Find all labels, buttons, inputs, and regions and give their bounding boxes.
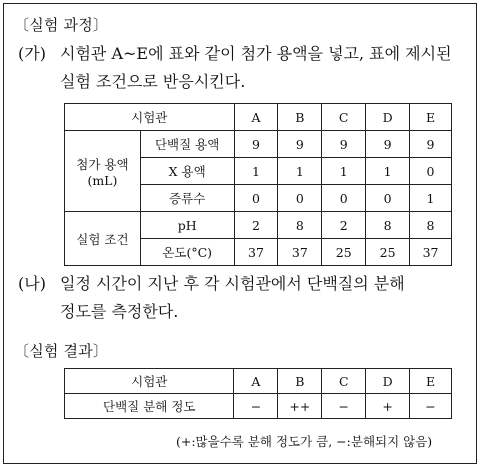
table-cell: 0 bbox=[410, 158, 452, 185]
tube-header: E bbox=[410, 369, 452, 394]
row-label: 단백질 용액 bbox=[140, 131, 234, 158]
table-row bbox=[65, 131, 452, 158]
step-a bbox=[18, 40, 468, 96]
table-cell: 0 bbox=[322, 185, 366, 212]
table-row bbox=[65, 394, 452, 419]
tube-header: D bbox=[366, 104, 410, 131]
tube-header: D bbox=[366, 369, 410, 394]
table-cell: 8 bbox=[366, 212, 410, 239]
setup-header-label: 시험관 bbox=[65, 104, 235, 131]
tube-header: B bbox=[278, 369, 322, 394]
tube-header: C bbox=[322, 369, 366, 394]
result-header-label: 시험관 bbox=[65, 369, 234, 394]
row-label: 증류수 bbox=[140, 185, 234, 212]
table-cell: + bbox=[366, 394, 410, 419]
step-b-line2: 정도를 측정한다. bbox=[60, 302, 179, 321]
table-cell: 37 bbox=[278, 239, 322, 266]
table-cell: 8 bbox=[410, 212, 452, 239]
step-b bbox=[18, 270, 468, 326]
group-added-unit: (mL) bbox=[87, 172, 118, 188]
table-cell: 1 bbox=[234, 158, 278, 185]
table-cell: 1 bbox=[278, 158, 322, 185]
table-cell: 8 bbox=[278, 212, 322, 239]
step-a-label: (가) bbox=[18, 44, 46, 63]
table-cell: 1 bbox=[322, 158, 366, 185]
setup-header-row bbox=[65, 104, 452, 131]
table-cell: 2 bbox=[322, 212, 366, 239]
procedure-title: 〔실험 과정〕 bbox=[14, 16, 109, 34]
group-conditions-label: 실험 조건 bbox=[65, 212, 141, 266]
table-cell: 25 bbox=[322, 239, 366, 266]
row-label: X 용액 bbox=[140, 158, 234, 185]
table-row bbox=[65, 212, 452, 239]
results-title: 〔실험 결과〕 bbox=[14, 342, 109, 360]
table-cell: ++ bbox=[278, 394, 322, 419]
table-cell: − bbox=[322, 394, 366, 419]
tube-header: C bbox=[322, 104, 366, 131]
legend-note: (+:많을수록 분해 정도가 큼, −:분해되지 않음) bbox=[176, 434, 433, 449]
step-a-line1: 시험관 A~E에 표와 같이 첨가 용액을 넣고, 표에 제시된 bbox=[60, 44, 452, 63]
table-cell: 9 bbox=[366, 131, 410, 158]
tube-header: B bbox=[278, 104, 322, 131]
tube-header: E bbox=[410, 104, 452, 131]
setup-table bbox=[64, 103, 452, 266]
tube-header: A bbox=[234, 104, 278, 131]
table-cell: − bbox=[410, 394, 452, 419]
table-cell: 9 bbox=[410, 131, 452, 158]
table-cell: − bbox=[234, 394, 278, 419]
result-table bbox=[64, 368, 452, 419]
table-cell: 25 bbox=[366, 239, 410, 266]
row-label: pH bbox=[140, 212, 234, 239]
step-a-line2: 실험 조건으로 반응시킨다. bbox=[60, 72, 246, 91]
step-b-label: (나) bbox=[18, 274, 46, 293]
table-cell: 37 bbox=[234, 239, 278, 266]
table-cell: 37 bbox=[410, 239, 452, 266]
table-cell: 9 bbox=[322, 131, 366, 158]
table-cell: 0 bbox=[278, 185, 322, 212]
row-label: 단백질 분해 정도 bbox=[65, 394, 234, 419]
table-cell: 9 bbox=[234, 131, 278, 158]
table-cell: 0 bbox=[234, 185, 278, 212]
table-cell: 9 bbox=[278, 131, 322, 158]
table-cell: 0 bbox=[366, 185, 410, 212]
row-label: 온도(°C) bbox=[140, 239, 234, 266]
table-cell: 1 bbox=[410, 185, 452, 212]
result-header-row bbox=[65, 369, 452, 394]
group-added-label: 첨가 용액 bbox=[76, 156, 129, 172]
tube-header: A bbox=[234, 369, 278, 394]
step-b-line1: 일정 시간이 지난 후 각 시험관에서 단백질의 분해 bbox=[60, 274, 405, 293]
table-cell: 1 bbox=[366, 158, 410, 185]
group-added-cell bbox=[65, 131, 141, 212]
table-cell: 2 bbox=[234, 212, 278, 239]
